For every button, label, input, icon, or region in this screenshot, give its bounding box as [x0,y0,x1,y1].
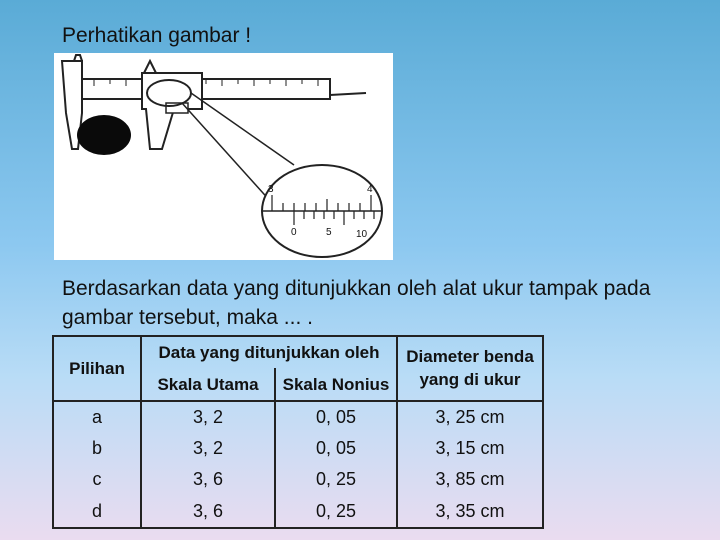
diameter-value: 3, 15 cm [397,433,543,464]
header-data-group: Data yang ditunjukkan oleh [141,336,397,368]
vernier-scale-value: 0, 05 [275,433,397,464]
vernier-label-0: 0 [291,227,297,238]
caliper-figure [54,53,393,260]
table-row [53,464,543,495]
vernier-label-10: 10 [356,229,368,240]
vernier-scale-value: 0, 05 [275,401,397,433]
main-scale-label-3: 3 [268,184,274,195]
option-letter: c [92,469,102,490]
vernier-label-5: 5 [326,227,332,238]
option-letter: b [91,438,102,459]
main-scale-value: 3, 6 [141,464,275,495]
header-vernier-scale: Skala Nonius [275,368,397,400]
diameter-value: 3, 25 cm [397,401,543,433]
page-title: Perhatikan gambar ! [62,24,252,47]
option-letter: d [91,500,102,521]
callout-line-top [191,93,294,165]
header-option: Pilihan [53,336,141,401]
vernier-scale-value: 0, 25 [275,496,397,529]
vernier-caliper-illustration [54,53,393,260]
measured-object [77,115,131,155]
table-row [53,433,543,464]
main-scale-label-4: 4 [367,184,373,195]
depth-rod [330,93,366,95]
main-scale-value: 3, 2 [141,433,275,464]
vernier-scale-value: 0, 25 [275,464,397,495]
diameter-value: 3, 35 cm [397,496,543,529]
answer-options-table [52,335,544,529]
upper-sliding-jaw [144,61,156,73]
diameter-value: 3, 85 cm [397,464,543,495]
table-row [53,401,543,433]
main-scale-value: 3, 6 [141,496,275,529]
table-row [53,496,543,529]
option-letter: a [91,407,102,428]
main-scale-value: 3, 2 [141,401,275,433]
question-text: Berdasarkan data yang ditunjukkan oleh alat ukur tampak pada gambar tersebut, maka ... . [62,277,651,329]
header-main-scale: Skala Utama [141,368,275,400]
header-diameter: Diameter benda yang di ukur [397,336,543,401]
